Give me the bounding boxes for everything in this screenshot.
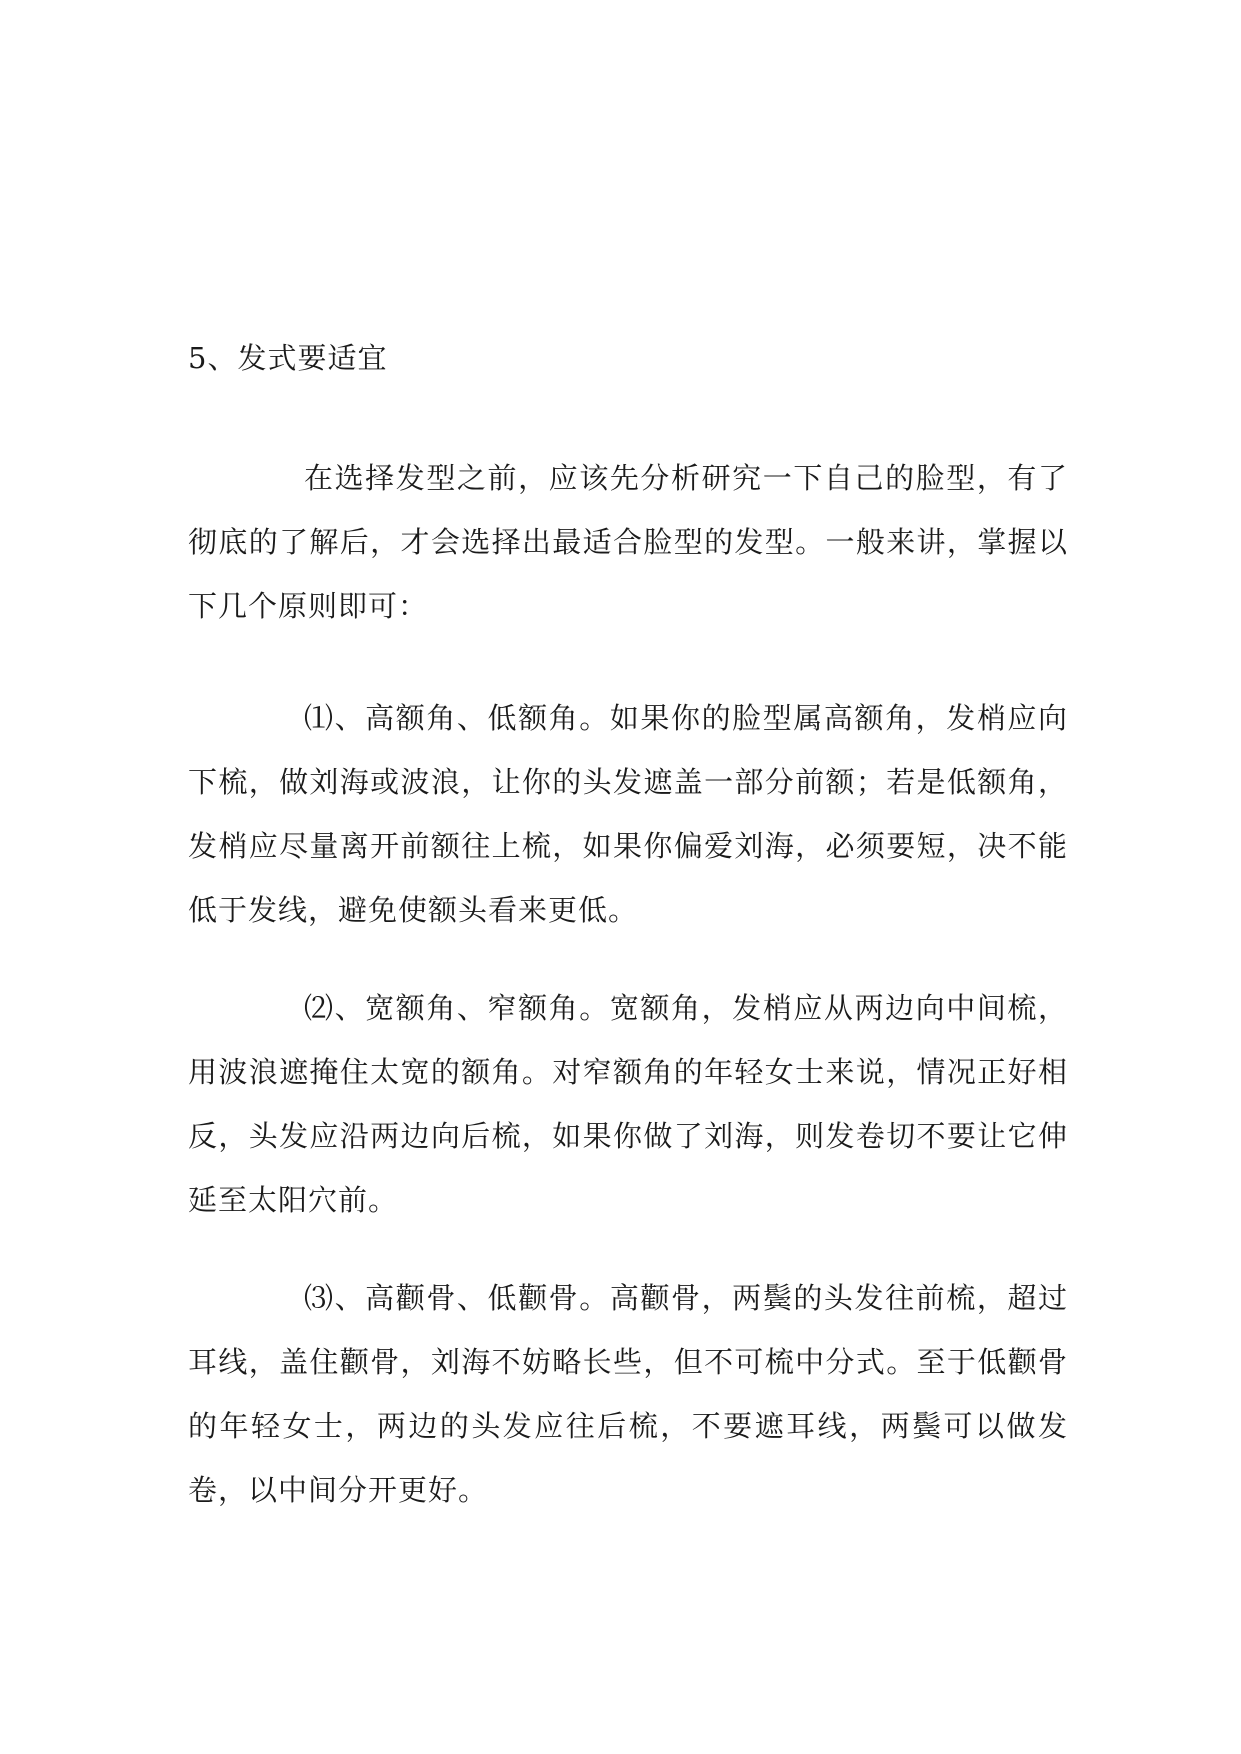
forehead-height-paragraph: ⑴、高额角、低额角。如果你的脸型属高额角，发梢应向下梳，做刘海或波浪，让你的头发遮盖一部分前额；若是低额角，发梢应尽量离开前额往上梳，如果你偏爱刘海，必须要短，决不能低于发线，避免使额头看来更低。	[188, 701, 1068, 927]
cheekbone-paragraph: ⑶、高颧骨、低颧骨。高颧骨，两鬓的头发往前梳，超过耳线，盖住颧骨，刘海不妨略长些，但不可梳中分式。至于低颧骨的年轻女士，两边的头发应往后梳，不要遮耳线，两鬓可以做发卷，以中间分开更好。	[188, 1281, 1068, 1507]
section-heading: 5、发式要适宜	[188, 341, 388, 375]
intro-paragraph: 在选择发型之前，应该先分析研究一下自己的脸型，有了彻底的了解后，才会选择出最适合脸型的发型。一般来讲，掌握以下几个原则即可：	[188, 461, 1068, 623]
forehead-width-paragraph: ⑵、宽额角、窄额角。宽额角，发梢应从两边向中间梳，用波浪遮掩住太宽的额角。对窄额角的年轻女士来说，情况正好相反，头发应沿两边向后梳，如果你做了刘海，则发卷切不要让它伸延至太阳穴前。	[188, 991, 1068, 1217]
